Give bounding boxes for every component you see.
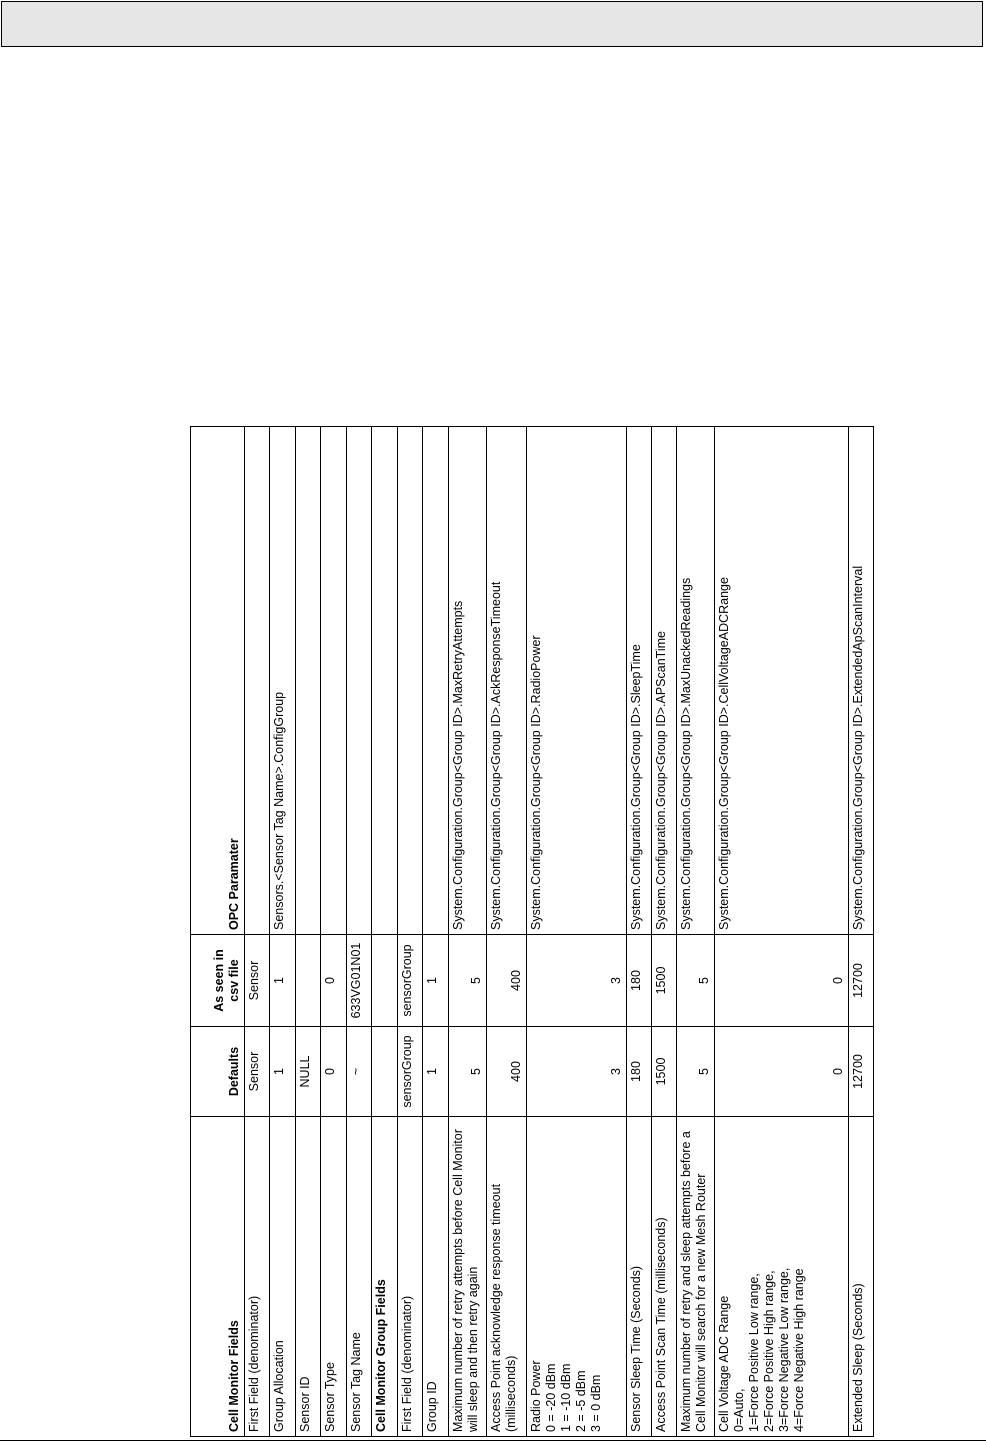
adc-range-line: 2=Force Positive High range,: [762, 1270, 776, 1432]
table-row: [652, 427, 677, 1437]
adc-range-line: 4=Force Negative High range: [792, 1268, 806, 1432]
page-header-bar: [1, 1, 983, 47]
row-field: Access Point Scan Time (milliseconds): [652, 1117, 677, 1437]
row-field: Sensor ID: [296, 1117, 321, 1437]
header-opc: OPC Paramater: [191, 427, 245, 935]
table-row: [487, 427, 527, 1437]
table-section-row: [372, 427, 398, 1437]
row-csv: [372, 935, 398, 1027]
row-csv: 633VG01N01: [347, 935, 372, 1027]
row-field: First Field (denominator): [398, 1117, 423, 1437]
row-csv: 0: [321, 935, 347, 1027]
row-field: First Field (denominator): [245, 1117, 270, 1437]
row-opc: System.Configuration.Group<Group ID>.RadioPower: [527, 427, 627, 935]
row-field: Extended Sleep (Seconds): [849, 1117, 874, 1437]
row-opc: [398, 427, 423, 935]
row-default: 0: [715, 1027, 849, 1117]
row-opc: [321, 427, 347, 935]
header-field: Cell Monitor Fields: [191, 1117, 245, 1437]
radio-power-line: 0 = -20 dBm: [544, 1363, 558, 1432]
row-opc: System.Configuration.Group<Group ID>.APScanTime: [652, 427, 677, 935]
row-csv: 5: [449, 935, 487, 1027]
row-field: [715, 1117, 849, 1437]
row-opc: System.Configuration.Group<Group ID>.AckResponseTimeout: [487, 427, 527, 935]
row-opc: [245, 427, 270, 935]
row-opc: [347, 427, 372, 935]
row-csv: sensorGroup: [398, 935, 423, 1027]
adc-range-line: 0=Auto,: [732, 1388, 746, 1432]
row-default: 0: [321, 1027, 347, 1117]
row-default: 1: [423, 1027, 449, 1117]
table-row: [449, 427, 487, 1437]
row-csv: 5: [677, 935, 715, 1027]
table-row: [677, 427, 715, 1437]
row-default: 1500: [652, 1027, 677, 1117]
radio-power-line: 3 = 0 dBm: [589, 1374, 603, 1432]
row-default: 180: [627, 1027, 652, 1117]
row-csv: 12700: [849, 935, 874, 1027]
row-opc: System.Configuration.Group<Group ID>.ExtendedApScanInterval: [849, 427, 874, 935]
row-opc: System.Configuration.Group<Group ID>.MaxUnackedReadings: [677, 427, 715, 935]
radio-power-line: 2 = -5 dBm: [574, 1370, 588, 1432]
row-field: [527, 1117, 627, 1437]
row-csv: 0: [715, 935, 849, 1027]
row-csv: 400: [487, 935, 527, 1027]
table-row: [627, 427, 652, 1437]
row-opc: [423, 427, 449, 935]
table-row: [527, 427, 627, 1437]
adc-range-line: 3=Force Negative Low range,: [777, 1267, 791, 1432]
row-opc: System.Configuration.Group<Group ID>.MaxRetryAttempts: [449, 427, 487, 935]
row-opc: System.Configuration.Group<Group ID>.CellVoltageADCRange: [715, 427, 849, 935]
table-row: [347, 427, 372, 1437]
row-opc: [372, 427, 398, 935]
row-field: Maximum number of retry and sleep attempts before a Cell Monitor will search for a new Mesh Router: [677, 1117, 715, 1437]
row-opc: System.Configuration.Group<Group ID>.SleepTime: [627, 427, 652, 935]
row-field: Group Allocation: [270, 1117, 296, 1437]
table-row: [849, 427, 874, 1437]
row-default: [372, 1027, 398, 1117]
row-field: Access Point acknowledge response timeout (milliseconds): [487, 1117, 527, 1437]
row-opc: [296, 427, 321, 935]
table-row: [245, 427, 270, 1437]
table-row: [296, 427, 321, 1437]
table-row: [715, 427, 849, 1437]
row-csv: 3: [527, 935, 627, 1027]
row-default: 12700: [849, 1027, 874, 1117]
row-default: sensorGroup: [398, 1027, 423, 1117]
row-default: 1: [270, 1027, 296, 1117]
adc-range-line: 1=Force Positive Low range,: [747, 1273, 761, 1432]
table-row: [423, 427, 449, 1437]
row-field: Maximum number of retry attempts before Cell Monitor will sleep and then retry again: [449, 1117, 487, 1437]
row-default: 5: [677, 1027, 715, 1117]
row-opc: Sensors.<Sensor Tag Name>.ConfigGroup: [270, 427, 296, 935]
row-csv: Sensor: [245, 935, 270, 1027]
row-csv: 1: [270, 935, 296, 1027]
row-default: 5: [449, 1027, 487, 1117]
table-row: [270, 427, 296, 1437]
row-default: 3: [527, 1027, 627, 1117]
row-csv: 1500: [652, 935, 677, 1027]
table-row: [321, 427, 347, 1437]
row-csv: 180: [627, 935, 652, 1027]
table-row: [398, 427, 423, 1437]
row-default: 400: [487, 1027, 527, 1117]
radio-power-line: Radio Power: [529, 1360, 543, 1432]
row-field: Sensor Sleep Time (Seconds): [627, 1117, 652, 1437]
row-field: Group ID: [423, 1117, 449, 1437]
row-csv: 1: [423, 935, 449, 1027]
row-default: ~: [347, 1027, 372, 1117]
table-header-row: [191, 427, 245, 1437]
row-default: Sensor: [245, 1027, 270, 1117]
header-defaults: Defaults: [191, 1027, 245, 1117]
row-default: NULL: [296, 1027, 321, 1117]
adc-range-line: Cell Voltage ADC Range: [717, 1295, 731, 1432]
header-csv: As seen in csv file: [191, 935, 245, 1027]
row-csv: [296, 935, 321, 1027]
page-bottom-rule: [0, 1440, 986, 1441]
parameter-table: [190, 426, 874, 1437]
section-heading: Cell Monitor Group Fields: [372, 1117, 398, 1437]
radio-power-line: 1 = -10 dBm: [559, 1363, 573, 1432]
row-field: Sensor Tag Name: [347, 1117, 372, 1437]
rotated-table-container: [190, 427, 885, 1437]
row-field: Sensor Type: [321, 1117, 347, 1437]
